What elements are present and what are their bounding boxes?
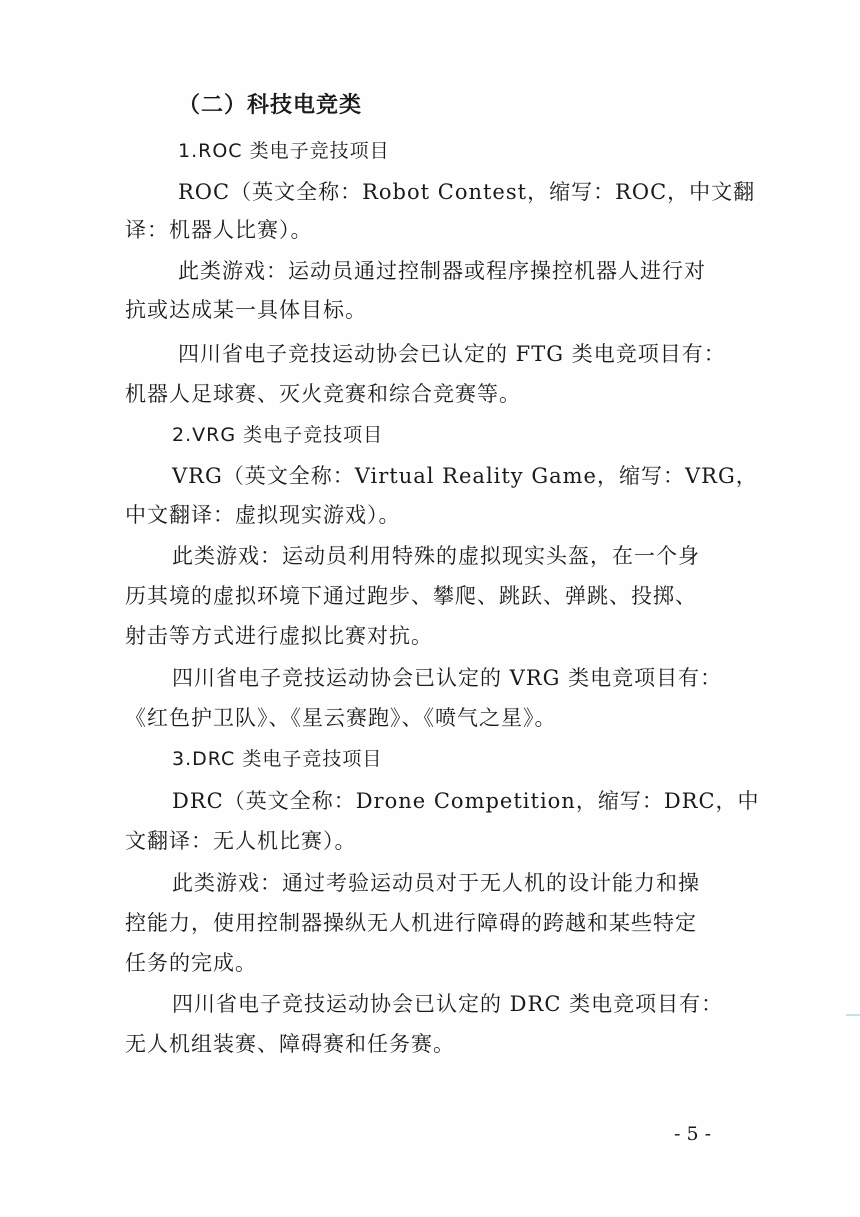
paragraph-line: 文翻译：无人机比赛）。 [125, 829, 357, 853]
paragraph-line: 任务的完成。 [125, 951, 257, 975]
paragraph-line: 译：机器人比赛）。 [125, 218, 313, 242]
paragraph-line: 四川省电子竞技运动协会已认定的 VRG 类电竞项目有： [172, 666, 723, 690]
page-number: - 5 - [674, 1123, 712, 1145]
subsection-title-vrg: 2.VRG 类电子竞技项目 [172, 424, 384, 446]
paragraph-line: 中文翻译：虚拟现实游戏）。 [125, 503, 401, 527]
paragraph-line: 机器人足球赛、灭火竞赛和综合竞赛等。 [125, 382, 521, 406]
paragraph-line: 历其境的虚拟环境下通过跑步、攀爬、跳跃、弹跳、投掷、 [125, 584, 697, 608]
edge-mark [846, 1014, 860, 1016]
paragraph-line: 此类游戏：运动员利用特殊的虚拟现实头盔，在一个身 [172, 544, 700, 568]
section-title: （二）科技电竞类 [178, 93, 363, 118]
paragraph-line: 射击等方式进行虚拟比赛对抗。 [125, 624, 433, 648]
paragraph-line: VRG（英文全称：Virtual Reality Game，缩写：VRG， [172, 464, 758, 488]
paragraph-line: DRC（英文全称：Drone Competition，缩写：DRC，中 [172, 789, 760, 813]
paragraph-line: ROC（英文全称：Robot Contest，缩写：ROC，中文翻 [178, 180, 756, 204]
paragraph-line: 无人机组装赛、障碍赛和任务赛。 [125, 1032, 455, 1056]
paragraph-line: 抗或达成某一具体目标。 [125, 298, 367, 322]
subsection-title-drc: 3.DRC 类电子竞技项目 [172, 748, 383, 770]
subsection-title-roc: 1.ROC 类电子竞技项目 [178, 140, 390, 162]
paragraph-line: 控能力，使用控制器操纵无人机进行障碍的跨越和某些特定 [125, 911, 697, 935]
paragraph-line: 四川省电子竞技运动协会已认定的 DRC 类电竞项目有： [172, 992, 724, 1016]
paragraph-line: 四川省电子竞技运动协会已认定的 FTG 类电竞项目有： [178, 342, 726, 366]
paragraph-line: 此类游戏：运动员通过控制器或程序操控机器人进行对 [178, 259, 706, 283]
paragraph-line: 此类游戏：通过考验运动员对于无人机的设计能力和操 [172, 871, 700, 895]
paragraph-line: 《红色护卫队》、《星云赛跑》、《喷气之星》。 [125, 706, 557, 730]
